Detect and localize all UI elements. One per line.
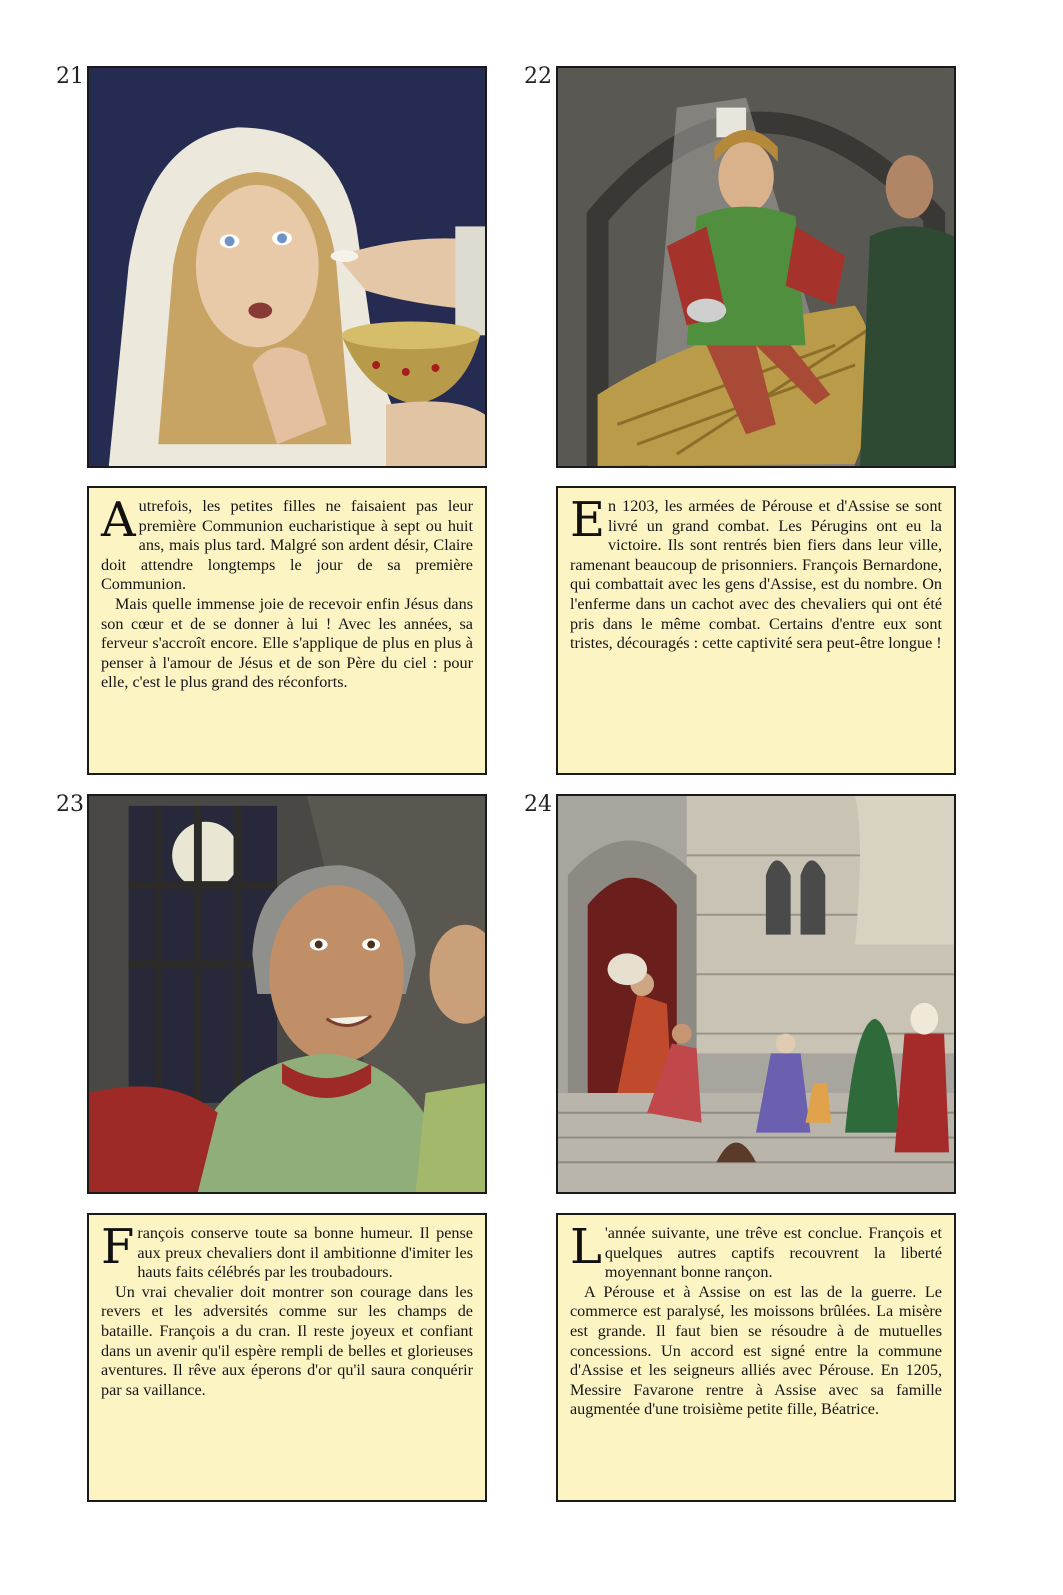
caption-paragraph: 'année suivante, une trêve est conclue. François et quelques autres captifs recouvrent la liberté moyennant bonne rançon. bbox=[604, 1224, 942, 1282]
panel-number-21: 21 bbox=[56, 64, 84, 89]
drop-cap: E bbox=[570, 492, 606, 548]
caption-paragraph: A Pérouse et à Assise on est las de la guerre. Le commerce est paralysé, les moissons brûlées. La misère est grande. Il faut bien se résoudre à de mutuelles concessions. Un accord est signé entre la commune d'Assise et les seigneurs alliés avec Pérouse. En 1205, Messire Favarone rentre à Assise avec sa famille augmentée d'une troisième petite fille, Béatrice. bbox=[570, 1282, 942, 1419]
panel-number-23: 23 bbox=[56, 792, 84, 817]
prisoner-window-image bbox=[89, 796, 485, 1192]
caption-21 bbox=[87, 486, 487, 775]
drop-cap: L bbox=[570, 1219, 602, 1275]
caption-paragraph: Mais quelle immense joie de recevoir enfin Jésus dans son cœur et de se donner à lui ! Avec les années, sa ferveur s'accroît encore. Elle s'applique de plus en plus à penser à l'amour de Jésus et de son Père du ciel : pour elle, c'est le plus grand des réconforts. bbox=[101, 594, 473, 692]
caption-22 bbox=[556, 486, 956, 775]
panel-number-22: 22 bbox=[524, 64, 552, 89]
illustration-22 bbox=[556, 66, 956, 468]
caption-23 bbox=[87, 1213, 487, 1502]
dungeon-image bbox=[558, 68, 954, 466]
illustration-24 bbox=[556, 794, 956, 1194]
town-arrival-image bbox=[558, 796, 954, 1192]
caption-paragraph: utrefois, les petites filles ne faisaient pas leur première Communion eucharistique à sept ou huit ans, mais plus tard. Malgré son ardent désir, Claire doit attendre longtemps le jour de sa première Communion. bbox=[101, 497, 473, 594]
caption-paragraph: rançois conserve toute sa bonne humeur. Il pense aux preux chevaliers dont il ambitionne d'imiter les hauts faits célébrés par les troubadours. bbox=[137, 1224, 473, 1282]
caption-24 bbox=[556, 1213, 956, 1502]
caption-paragraph: Un vrai chevalier doit montrer son courage dans les revers et les adversités comme sur les champs de bataille. François a du cran. Il reste joyeux et confiant dans un avenir qu'il espère rempli de belles et glorieuses aventures. Il rêve aux éperons d'or qu'il saura conquérir par sa vaillance. bbox=[101, 1282, 473, 1399]
panel-number-24: 24 bbox=[524, 792, 552, 817]
drop-cap: F bbox=[101, 1219, 135, 1275]
girl-communion-image bbox=[89, 68, 485, 466]
drop-cap: A bbox=[101, 492, 136, 548]
illustration-21 bbox=[87, 66, 487, 468]
caption-paragraph: n 1203, les armées de Pérouse et d'Assise se sont livré un grand combat. Les Pérugins ont eu la victoire. Ils sont rentrés bien fiers dans leur ville, ramenant beaucoup de prisonniers. François Bernardone, qui combattait avec les gens d'Assise, est du nombre. On l'enferme dans un cachot avec des chevaliers qui ont été pris dans le même combat. Certains d'entre eux sont tristes, découragés : cette captivité sera peut-être longue ! bbox=[570, 497, 942, 653]
illustration-23 bbox=[87, 794, 487, 1194]
